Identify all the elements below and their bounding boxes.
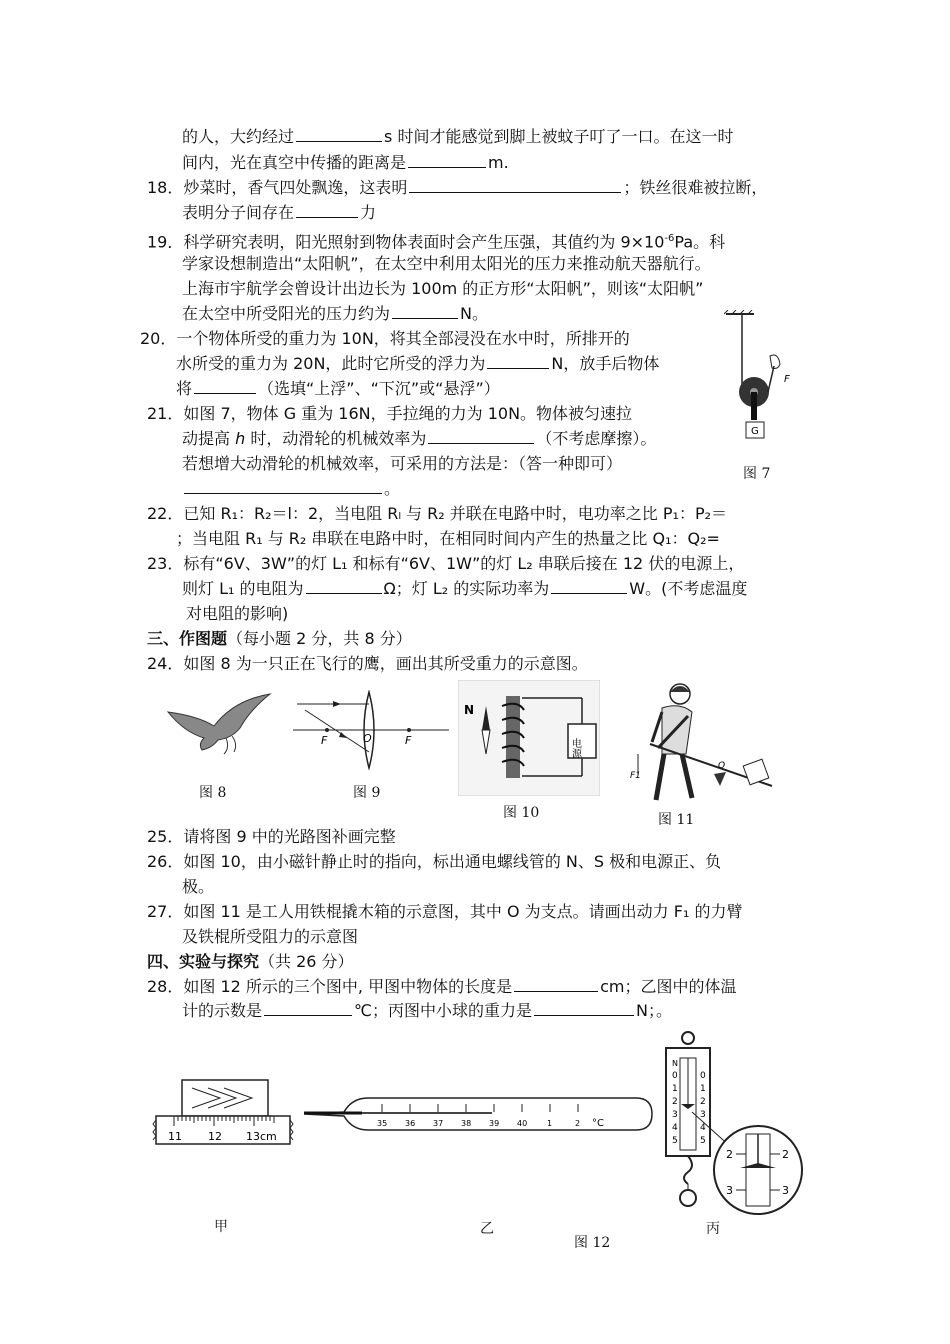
svg-text:F1: F1 <box>630 771 641 781</box>
spring-right-0: 0 <box>700 1071 706 1081</box>
spring-right-5: 5 <box>700 1136 706 1146</box>
ruler-tick-12: 12 <box>208 1130 222 1143</box>
answer-blank[interactable] <box>408 152 486 168</box>
q28-line2: 计的示数是 ℃；丙图中小球的重力是 N；。 <box>182 1001 672 1020</box>
spring-left-5: 5 <box>672 1136 678 1146</box>
figure-9-caption: 图 9 <box>353 785 381 801</box>
spring-right-1: 1 <box>700 1084 706 1094</box>
zoom-right-2: 2 <box>782 1148 789 1161</box>
figure-12-yi-label: 乙 <box>480 1221 494 1237</box>
lens-optical-center: O <box>363 732 372 745</box>
q27-line1: 27．如图 11 是工人用铁棍撬木箱的示意图，其中 O 为支点。请画出动力 F₁ 的力臂 <box>147 902 743 921</box>
figure-12-spring-scale <box>662 1030 804 1218</box>
answer-blank[interactable] <box>551 578 627 594</box>
spring-left-0: 0 <box>672 1071 678 1081</box>
q20-line2: 水所受的重力为 20N，此时它所受的浮力为 N，放手后物体 <box>176 354 660 373</box>
ruler-tick-11: 11 <box>168 1130 182 1143</box>
power-source-label: 电源 <box>569 738 581 758</box>
spring-left-N: N <box>672 1059 678 1068</box>
answer-blank[interactable] <box>296 126 382 142</box>
spring-left-3: 3 <box>672 1110 678 1120</box>
q19-line1: 19．科学研究表明，阳光照射到物体表面时会产生压强，其值约为 $9\times 10^{-6}Pa$。科 <box>147 232 726 252</box>
figure-12-jia-label: 甲 <box>214 1219 228 1235</box>
q18-line2: 表明分子间存在 力 <box>182 203 377 222</box>
thermo-tick-39: 39 <box>489 1119 500 1128</box>
thermo-tick-37: 37 <box>433 1119 444 1128</box>
ruler-tick-13cm: 13cm <box>246 1130 277 1143</box>
q27-line2: 及铁棍所受阻力的示意图 <box>182 927 359 946</box>
thermo-tick-1: 1 <box>547 1119 553 1128</box>
thermo-tick-38: 38 <box>461 1119 472 1128</box>
figure-7-caption: 图 7 <box>743 466 771 482</box>
answer-blank[interactable] <box>184 478 382 494</box>
q18-line1: 18．炒菜时，香气四处飘逸，这表明 ；铁丝很难被拉断， <box>147 178 768 197</box>
answer-blank[interactable] <box>306 578 382 594</box>
figure-11-worker-crowbar <box>622 682 782 806</box>
answer-blank[interactable] <box>487 353 549 369</box>
spring-right-3: 3 <box>700 1110 706 1120</box>
thermo-tick-35: 35 <box>377 1119 388 1128</box>
figure-7-pulley <box>724 310 804 460</box>
q22-line2: ；当电阻 R₁ 与 R₂ 串联在电路中时，在相同时间内产生的热量之比 Q₁：Q₂= <box>176 529 720 548</box>
answer-blank[interactable] <box>409 177 621 193</box>
spring-right-2: 2 <box>700 1097 706 1107</box>
q21-line1: 21．如图 7，物体 G 重为 16N，手拉绳的力为 10N。物体被匀速拉 <box>147 404 633 423</box>
q20-line1: 20．一个物体所受的重力为 10N，将其全部浸没在水中时，所排开的 <box>140 329 630 348</box>
figure-9-lens <box>293 690 453 770</box>
figure-12-bing-label: 丙 <box>706 1221 720 1237</box>
figure-12-ruler <box>152 1076 294 1148</box>
svg-text:G: G <box>751 426 759 437</box>
zoom-right-3: 3 <box>782 1184 789 1197</box>
q17-line2: 间内，光在真空中传播的距离是 m. <box>182 153 509 172</box>
spring-left-1: 1 <box>672 1084 678 1094</box>
magnet-north-label: N <box>464 703 475 717</box>
spring-right-4: 4 <box>700 1123 706 1133</box>
thermo-tick-36: 36 <box>405 1119 416 1128</box>
figure-11-caption: 图 11 <box>658 812 695 828</box>
q23-line3: 对电阻的影响) <box>186 604 289 623</box>
q25: 25．请将图 9 中的光路图补画完整 <box>147 827 396 846</box>
lens-focus-left: F <box>321 734 328 747</box>
q26-line1: 26．如图 10，由小磁针静止时的指向，标出通电螺线管的 N、S 极和电源正、负 <box>147 852 722 871</box>
q19-line3: 上海市宇航学会曾设计出边长为 100m 的正方形“太阳帆”，则该“太阳帆” <box>182 279 704 298</box>
q21-line3: 若想增大动滑轮的机械效率，可采用的方法是：（答一种即可） <box>182 454 623 473</box>
q23-line1: 23．标有“6V、3W”的灯 L₁ 和标有“6V、1W”的灯 L₂ 串联后接在 12 伏的电源上， <box>147 554 745 573</box>
q17-line1: 的人，大约经过 s 时间才能感觉到脚上被蚊子叮了一口。在这一时 <box>182 127 734 146</box>
figure-10-solenoid <box>458 680 600 796</box>
thermo-tick-2: 2 <box>575 1119 581 1128</box>
q19-line2: 学家设想制造出“太阳帆”，在太空中利用太阳光的压力来推动航天器航行。 <box>182 254 711 273</box>
q21-line4: 。 <box>182 478 400 500</box>
spring-left-4: 4 <box>672 1123 678 1133</box>
q28-line1: 28．如图 12 所示的三个图中, 甲图中物体的长度是 cm；乙图中的体温 <box>147 977 737 996</box>
figure-12-thermometer <box>302 1096 654 1140</box>
answer-blank[interactable] <box>428 428 534 444</box>
lens-focus-right: F <box>405 734 412 747</box>
spring-left-2: 2 <box>672 1097 678 1107</box>
thermo-tick-40: 40 <box>517 1119 528 1128</box>
answer-blank[interactable] <box>392 303 458 319</box>
answer-blank[interactable] <box>514 976 598 992</box>
answer-blank[interactable] <box>194 378 256 394</box>
q22-line1: 22．已知 R₁：R₂＝l：2，当电阻 Rₗ 与 R₂ 并联在电路中时，电功率之比 P₁：P₂＝ <box>147 504 728 523</box>
svg-text:F: F <box>784 374 790 385</box>
zoom-left-2: 2 <box>726 1148 733 1161</box>
section-3-heading: 三、作图题（每小题 2 分，共 8 分） <box>147 629 412 648</box>
figure-10-caption: 图 10 <box>503 805 540 821</box>
section-4-heading: 四、实验与探究（共 26 分） <box>147 952 354 971</box>
q24: 24．如图 8 为一只正在飞行的鹰，画出其所受重力的示意图。 <box>147 654 588 673</box>
q20-line3: 将 （选填“上浮”、“下沉”或“悬浮”） <box>176 379 500 398</box>
answer-blank[interactable] <box>264 1000 352 1016</box>
figure-12-caption: 图 12 <box>574 1235 611 1251</box>
zoom-left-3: 3 <box>726 1184 733 1197</box>
answer-blank[interactable] <box>534 1000 634 1016</box>
q23-line2: 则灯 L₁ 的电阻为 Ω；灯 L₂ 的实际功率为 W。(不考虑温度 <box>182 579 748 598</box>
figure-8-caption: 图 8 <box>199 785 227 801</box>
answer-blank[interactable] <box>296 202 358 218</box>
q19-line4: 在太空中所受阳光的压力约为 N。 <box>182 304 488 323</box>
q21-line2: 动提高 h 时，动滑轮的机械效率为 （不考虑摩擦）。 <box>182 429 657 448</box>
q26-line2: 极。 <box>182 877 215 896</box>
figure-8-eagle <box>166 692 272 762</box>
thermo-unit: °C <box>592 1118 604 1129</box>
svg-text:O: O <box>718 761 726 771</box>
